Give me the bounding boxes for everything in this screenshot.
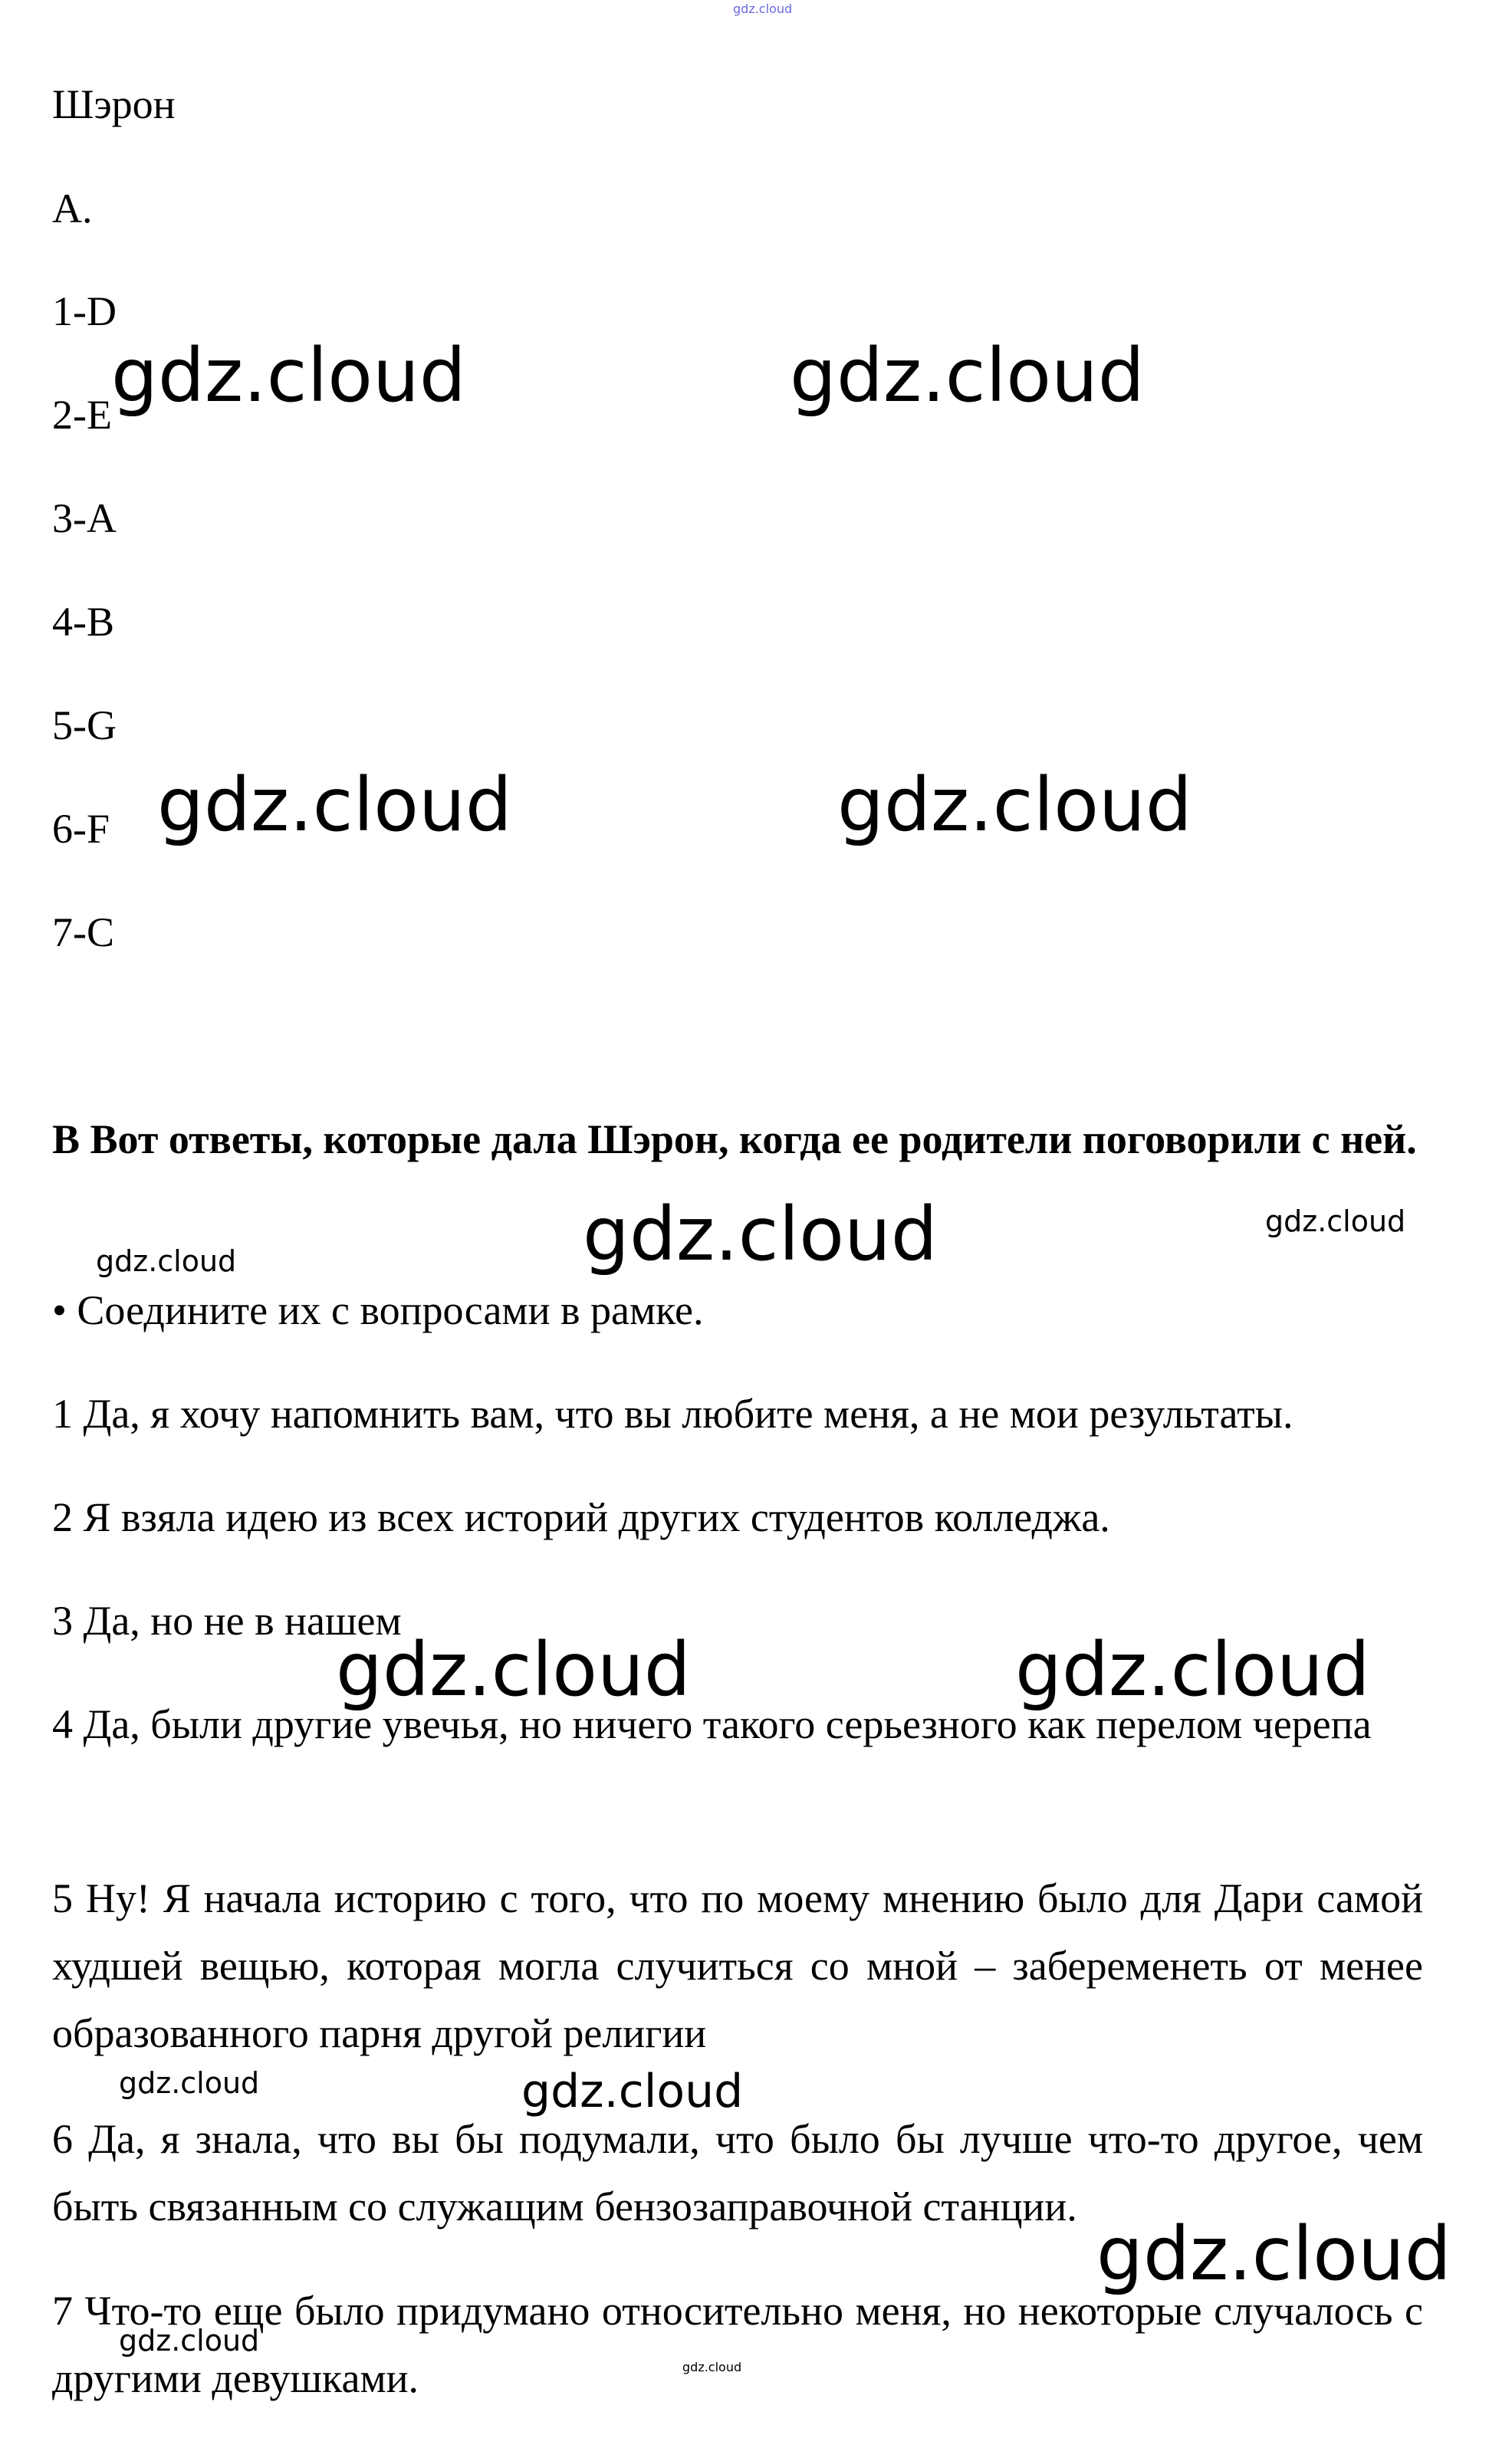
answer-a-6: 6-F — [52, 806, 110, 852]
watermark: gdz.cloud — [682, 2360, 742, 2374]
watermark: gdz.cloud — [119, 2324, 260, 2358]
answer-a-5: 5-G — [52, 702, 117, 748]
item-6: 6 Да, я знала, что вы бы подумали, что было бы лучше что-то другое, чем быть связанным со служащим бензозаправочной станции. — [52, 2116, 1423, 2229]
watermark: gdz.cloud — [521, 2065, 744, 2118]
answer-a-2: 2-E — [52, 392, 112, 438]
watermark: gdz.cloud — [1015, 1627, 1370, 1713]
watermark: gdz.cloud — [837, 762, 1192, 848]
watermark: gdz.cloud — [1265, 1204, 1406, 1238]
instruction: • Соедините их с вопросами в рамке. — [52, 1287, 704, 1333]
item-3: 3 Да, но не в нашем — [52, 1598, 402, 1644]
answer-a-4: 4-B — [52, 599, 114, 645]
item-2: 2 Я взяла идею из всех историй других студентов колледжа. — [52, 1494, 1110, 1540]
item-1: 1 Да, я хочу напомнить вам, что вы любите меня, а не мои результаты. — [52, 1391, 1293, 1437]
watermark: gdz.cloud — [583, 1191, 938, 1277]
section-b-title: B Вот ответы, которые дала Шэрон, когда ее родители поговорили с ней. — [52, 1116, 1417, 1162]
section-a-label: A. — [52, 186, 93, 232]
answer-a-7: 7-C — [52, 909, 114, 955]
watermark: gdz.cloud — [336, 1627, 691, 1713]
student-name: Шэрон — [52, 81, 176, 127]
watermark: gdz.cloud — [157, 762, 512, 848]
watermark: gdz.cloud — [1096, 2211, 1451, 2297]
item-5: 5 Ну! Я начала историю с того, что по моему мнению было для Дари самой худшей вещью, которая могла случиться со мной – забеременеть от менее образованного парня другой религии — [52, 1875, 1423, 2056]
watermark: gdz.cloud — [111, 333, 466, 419]
watermark: gdz.cloud — [119, 2066, 260, 2100]
watermark: gdz.cloud — [96, 1244, 237, 1278]
answer-a-1: 1-D — [52, 288, 117, 334]
item-4: 4 Да, были другие увечья, но ничего такого серьезного как перелом черепа — [52, 1701, 1372, 1747]
watermark: gdz.cloud — [790, 333, 1145, 419]
item-7: 7 Что-то еще было придумано относительно меня, но некоторые случалось с другими девушками. — [52, 2288, 1423, 2401]
watermark-top: gdz.cloud — [733, 2, 793, 16]
answer-a-3: 3-A — [52, 495, 117, 541]
